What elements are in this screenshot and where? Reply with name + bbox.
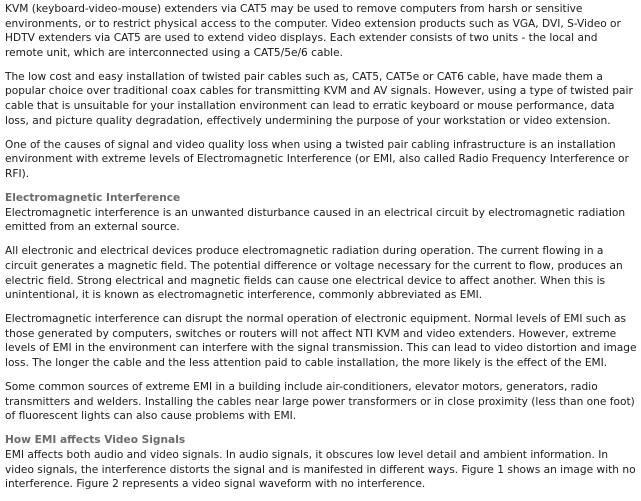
emi-paragraph-definition: Electromagnetic interference is an unwanted disturbance caused in an electrical circuit by electromagnetic radiation emitted from an external source. <box>5 206 626 234</box>
section-heading-emi: Electromagnetic Interference <box>5 192 181 205</box>
intro-paragraph-signal-loss: One of the causes of signal and video quality loss when using a twisted pair cabling infrastructure is an installation environment with extreme levels of Electromagnetic Interference (or EMI, also called Radio Frequency Interference or RFI). <box>5 138 629 180</box>
section-heading-video-signals: How EMI affects Video Signals <box>5 434 186 447</box>
intro-paragraph-kvm-extenders: KVM (keyboard-video-mouse) extenders via CAT5 may be used to remove computers from harsh or sensitive environments, or to restrict physical access to the computer. Video extension products such as VGA, DVI, S-Video or HDTV extenders via CAT5 are used to extend video displays. Each extender consists of two units - the local and remote unit, which are interconnected using a CAT5/5e/6 cable. <box>5 3 621 59</box>
intro-paragraph-twisted-pair: The low cost and easy installation of twisted pair cables such as, CAT5, CAT5e or CAT6 cable, have made them a popular choice over traditional coax cables for transmitting KVM and AV signals. However, using a type of twisted pair cable that is unsuitable for your installation environment can lead to erratic keyboard or mouse performance, data loss, and picture quality degradation, effectively undermining the purpose of your workstation or video extension. <box>5 70 633 127</box>
article-body <box>5 2 637 501</box>
emi-paragraph-sources: Some common sources of extreme EMI in a building include air-conditioners, elevator motors, generators, radio transmitters and welders. Installing the cables near large power transformers or in close proximity (less than one foot) of fluorescent lights can also cause problems with EMI. <box>5 381 635 423</box>
video-paragraph-effects: EMI affects both audio and video signals. In audio signals, it obscures low level detail and ambient information. In video signals, the interference distorts the signal and is manifested in different ways. Figure 1 shows an image with no interference. Figure 2 represents a video signal waveform with no interference. <box>5 448 636 491</box>
emi-paragraph-disruption: Electromagnetic interference can disrupt the normal operation of electronic equipment. Normal levels of EMI such as those generated by computers, switches or routers will not affect NTI KVM and video extenders. However, extreme levels of EMI in the environment can interfere with the signal transmission. This can lead to video distortion and image loss. The longer the cable and the less attention paid to cable installation, the more likely is the effect of the EMI. <box>5 313 637 369</box>
emi-paragraph-radiation: All electronic and electrical devices produce electromagnetic radiation during operation. The current flowing in a circuit generates a magnetic field. The potential difference or voltage necessary for the current to flow, produces an electric field. Strong electrical and magnetic fields can cause one electrical device to affect another. When this is unintentional, it is known as electromagnetic interference, commonly abbreviated as EMI. <box>5 245 623 302</box>
